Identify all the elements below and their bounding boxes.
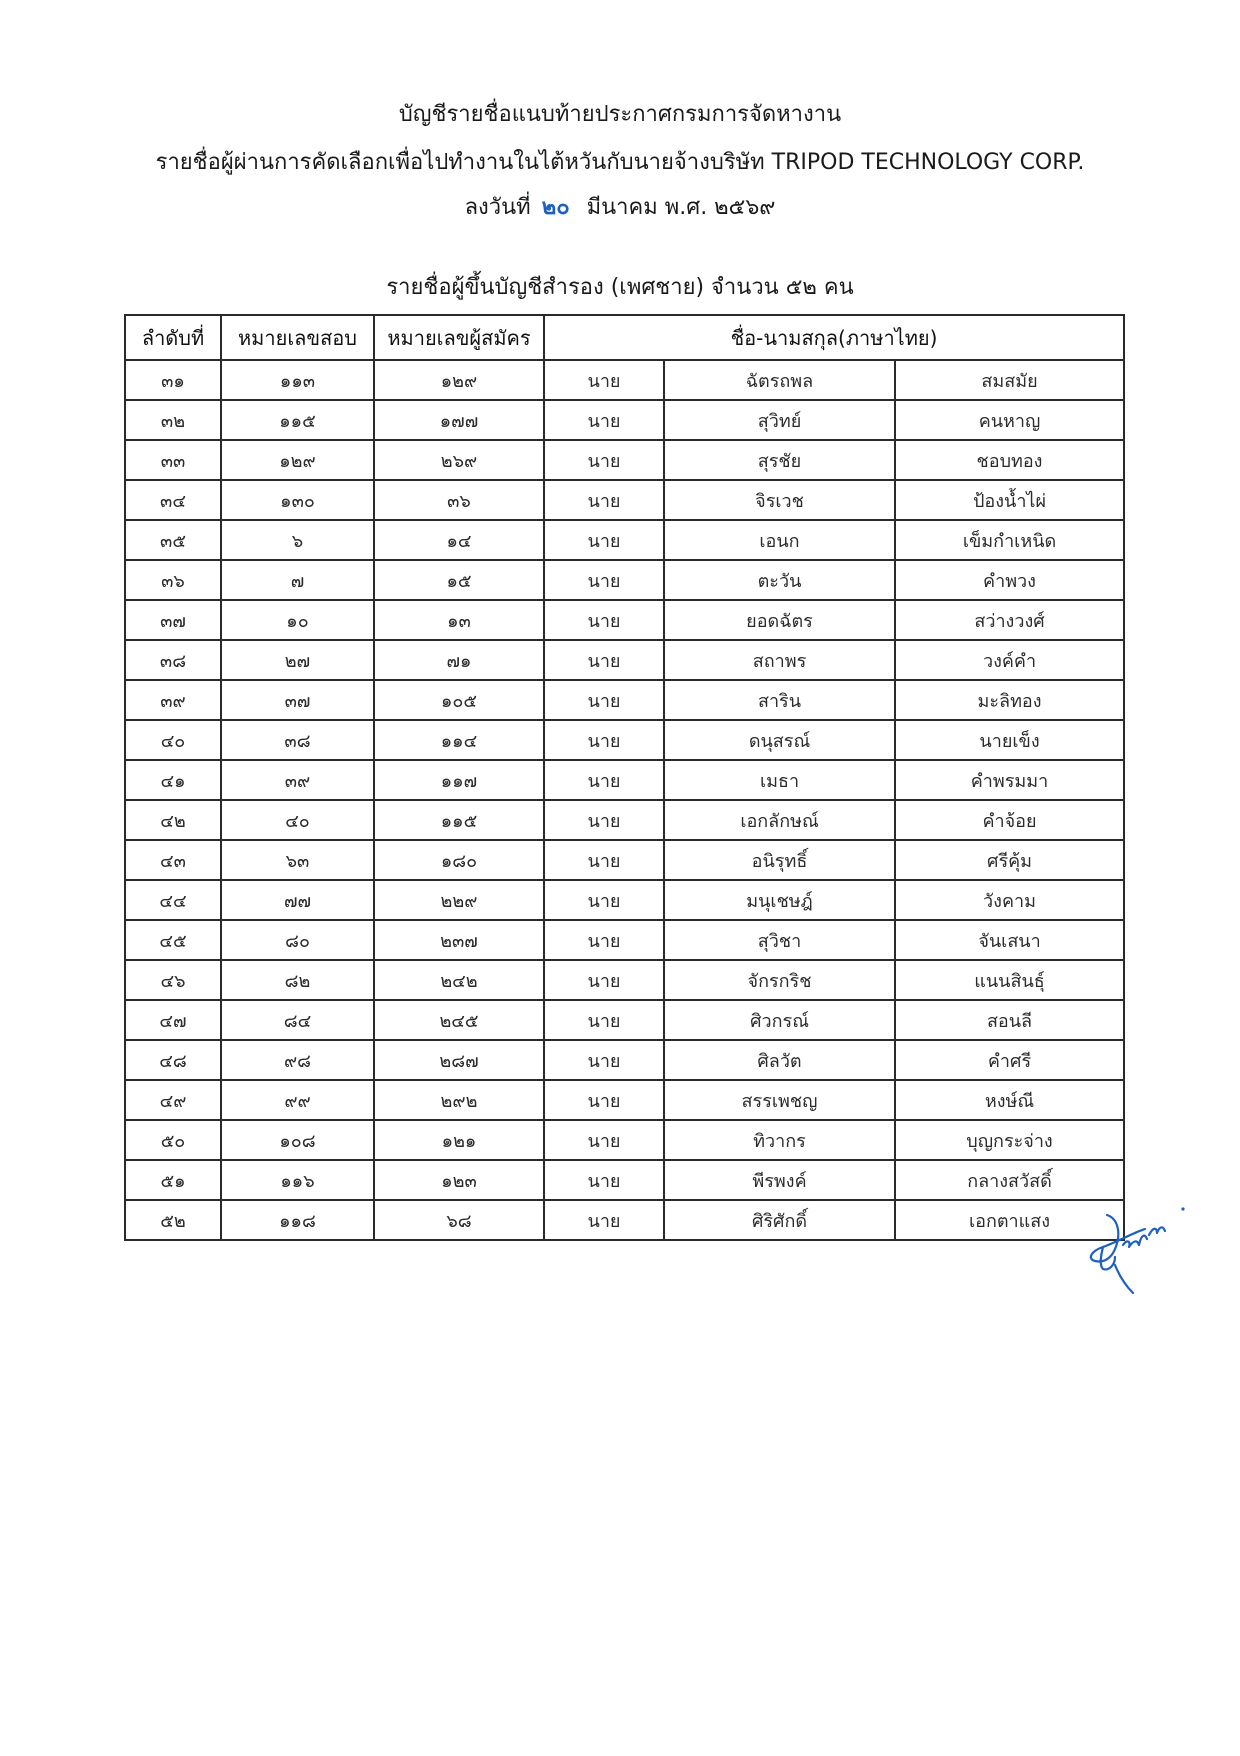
table-row — [125, 1200, 1124, 1240]
cell-applicant-no: ๒๔๒ — [374, 960, 544, 1000]
cell-order: ๔๐ — [125, 720, 221, 760]
table-row — [125, 440, 1124, 480]
cell-prefix: นาย — [544, 600, 664, 640]
table-row — [125, 1080, 1124, 1120]
cell-exam-no: ๑๑๖ — [221, 1160, 374, 1200]
cell-last-name: สอนลี — [895, 1000, 1124, 1040]
cell-prefix: นาย — [544, 800, 664, 840]
cell-first-name: สุวิทย์ — [664, 400, 895, 440]
cell-order: ๔๙ — [125, 1080, 221, 1120]
cell-first-name: ศิริศักดิ์ — [664, 1200, 895, 1240]
cell-prefix: นาย — [544, 760, 664, 800]
table-row — [125, 1160, 1124, 1200]
date-prefix: ลงวันที่ — [464, 195, 531, 220]
cell-exam-no: ๑๒๙ — [221, 440, 374, 480]
cell-last-name: ศรีคุ้ม — [895, 840, 1124, 880]
cell-prefix: นาย — [544, 520, 664, 560]
table-row — [125, 680, 1124, 720]
table-row — [125, 840, 1124, 880]
cell-last-name: ชอบทอง — [895, 440, 1124, 480]
cell-exam-no: ๗๗ — [221, 880, 374, 920]
cell-prefix: นาย — [544, 640, 664, 680]
cell-order: ๔๘ — [125, 1040, 221, 1080]
cell-order: ๕๐ — [125, 1120, 221, 1160]
cell-applicant-no: ๑๑๔ — [374, 720, 544, 760]
cell-prefix: นาย — [544, 720, 664, 760]
cell-last-name: บุญกระจ่าง — [895, 1120, 1124, 1160]
cell-exam-no: ๗ — [221, 560, 374, 600]
cell-order: ๔๓ — [125, 840, 221, 880]
cell-exam-no: ๔๐ — [221, 800, 374, 840]
table-row — [125, 560, 1124, 600]
document-subtitle-company: รายชื่อผู้ผ่านการคัดเลือกเพื่อไปทำงานในไต้หวันกับนายจ้างบริษัท TRIPOD TECHNOLOGY CORP. — [155, 150, 1085, 175]
cell-first-name: ดนุสรณ์ — [664, 720, 895, 760]
table-row — [125, 720, 1124, 760]
cell-last-name: สว่างวงศ์ — [895, 600, 1124, 640]
cell-last-name: นายเข็ง — [895, 720, 1124, 760]
cell-exam-no: ๑๑๓ — [221, 360, 374, 400]
table-row — [125, 760, 1124, 800]
cell-order: ๓๔ — [125, 480, 221, 520]
cell-applicant-no: ๑๑๕ — [374, 800, 544, 840]
cell-order: ๔๒ — [125, 800, 221, 840]
cell-applicant-no: ๒๒๙ — [374, 880, 544, 920]
document-title: บัญชีรายชื่อแนบท้ายประกาศกรมการจัดหางาน — [398, 102, 842, 127]
cell-exam-no: ๓๘ — [221, 720, 374, 760]
cell-prefix: นาย — [544, 680, 664, 720]
cell-last-name: มะลิทอง — [895, 680, 1124, 720]
cell-applicant-no: ๑๒๑ — [374, 1120, 544, 1160]
table-row — [125, 960, 1124, 1000]
header-exam-no: หมายเลขสอบ — [221, 315, 374, 360]
header-name: ชื่อ-นามสกุล(ภาษาไทย) — [544, 315, 1124, 360]
cell-order: ๓๘ — [125, 640, 221, 680]
cell-last-name: จันเสนา — [895, 920, 1124, 960]
cell-prefix: นาย — [544, 920, 664, 960]
cell-order: ๓๓ — [125, 440, 221, 480]
cell-applicant-no: ๒๔๕ — [374, 1000, 544, 1040]
cell-last-name: คนหาญ — [895, 400, 1124, 440]
cell-first-name: สุรชัย — [664, 440, 895, 480]
cell-last-name: ป้องน้ำไผ่ — [895, 480, 1124, 520]
cell-order: ๕๒ — [125, 1200, 221, 1240]
cell-prefix: นาย — [544, 1080, 664, 1120]
date-day-handwritten: ๒๐ — [541, 195, 570, 220]
cell-order: ๓๑ — [125, 360, 221, 400]
cell-exam-no: ๑๐๘ — [221, 1120, 374, 1160]
cell-prefix: นาย — [544, 1160, 664, 1200]
header-order: ลำดับที่ — [125, 315, 221, 360]
header-applicant-no: หมายเลขผู้สมัคร — [374, 315, 544, 360]
cell-applicant-no: ๓๖ — [374, 480, 544, 520]
table-row — [125, 920, 1124, 960]
cell-prefix: นาย — [544, 960, 664, 1000]
cell-last-name: วงค์คำ — [895, 640, 1124, 680]
cell-first-name: จิรเวช — [664, 480, 895, 520]
cell-order: ๓๒ — [125, 400, 221, 440]
table-header-row — [125, 315, 1124, 360]
cell-last-name: คำพวง — [895, 560, 1124, 600]
cell-applicant-no: ๑๔ — [374, 520, 544, 560]
cell-applicant-no: ๗๑ — [374, 640, 544, 680]
cell-prefix: นาย — [544, 480, 664, 520]
cell-applicant-no: ๒๓๗ — [374, 920, 544, 960]
cell-applicant-no: ๑๓ — [374, 600, 544, 640]
cell-first-name: มนุเชษฎ์ — [664, 880, 895, 920]
cell-exam-no: ๖ — [221, 520, 374, 560]
cell-exam-no: ๘๔ — [221, 1000, 374, 1040]
cell-first-name: เมธา — [664, 760, 895, 800]
cell-last-name: คำพรมมา — [895, 760, 1124, 800]
cell-first-name: ฉัตรถพล — [664, 360, 895, 400]
cell-last-name: สมสมัย — [895, 360, 1124, 400]
signature — [1085, 1205, 1185, 1295]
cell-applicant-no: ๑๒๓ — [374, 1160, 544, 1200]
cell-first-name: อนิรุทธิ์ — [664, 840, 895, 880]
table-row — [125, 360, 1124, 400]
table-row — [125, 600, 1124, 640]
cell-prefix: นาย — [544, 1000, 664, 1040]
cell-applicant-no: ๖๘ — [374, 1200, 544, 1240]
cell-order: ๔๗ — [125, 1000, 221, 1040]
cell-first-name: ศิลวัต — [664, 1040, 895, 1080]
cell-last-name: หงษ์ณี — [895, 1080, 1124, 1120]
cell-exam-no: ๑๓๐ — [221, 480, 374, 520]
table-row — [125, 1120, 1124, 1160]
cell-prefix: นาย — [544, 400, 664, 440]
cell-applicant-no: ๑๕ — [374, 560, 544, 600]
cell-exam-no: ๑๑๘ — [221, 1200, 374, 1240]
table-row — [125, 520, 1124, 560]
cell-exam-no: ๘๒ — [221, 960, 374, 1000]
cell-order: ๔๖ — [125, 960, 221, 1000]
cell-prefix: นาย — [544, 1200, 664, 1240]
cell-first-name: จักรกริช — [664, 960, 895, 1000]
table-row — [125, 800, 1124, 840]
cell-applicant-no: ๑๐๕ — [374, 680, 544, 720]
cell-applicant-no: ๒๙๒ — [374, 1080, 544, 1120]
cell-exam-no: ๙๙ — [221, 1080, 374, 1120]
cell-exam-no: ๑๐ — [221, 600, 374, 640]
cell-applicant-no: ๑๘๐ — [374, 840, 544, 880]
cell-prefix: นาย — [544, 880, 664, 920]
cell-exam-no: ๙๘ — [221, 1040, 374, 1080]
cell-first-name: เอนก — [664, 520, 895, 560]
cell-exam-no: ๓๗ — [221, 680, 374, 720]
cell-last-name: แนนสินธุ์ — [895, 960, 1124, 1000]
cell-first-name: ศิวกรณ์ — [664, 1000, 895, 1040]
cell-order: ๓๖ — [125, 560, 221, 600]
document-date — [0, 193, 1240, 223]
cell-order: ๓๙ — [125, 680, 221, 720]
cell-order: ๓๕ — [125, 520, 221, 560]
table-row — [125, 880, 1124, 920]
cell-exam-no: ๘๐ — [221, 920, 374, 960]
list-heading: รายชื่อผู้ขึ้นบัญชีสำรอง (เพศชาย) จำนวน ๕๒ คน — [386, 275, 854, 300]
cell-exam-no: ๑๑๕ — [221, 400, 374, 440]
cell-first-name: สรรเพชญ — [664, 1080, 895, 1120]
cell-applicant-no: ๒๘๗ — [374, 1040, 544, 1080]
table-row — [125, 1000, 1124, 1040]
cell-applicant-no: ๑๑๗ — [374, 760, 544, 800]
cell-first-name: ทิวากร — [664, 1120, 895, 1160]
cell-first-name: ตะวัน — [664, 560, 895, 600]
cell-applicant-no: ๒๖๙ — [374, 440, 544, 480]
reserve-list-table — [124, 314, 1125, 1241]
cell-last-name: กลางสวัสดิ์ — [895, 1160, 1124, 1200]
cell-first-name: สถาพร — [664, 640, 895, 680]
cell-applicant-no: ๑๒๙ — [374, 360, 544, 400]
cell-prefix: นาย — [544, 560, 664, 600]
cell-exam-no: ๒๗ — [221, 640, 374, 680]
cell-first-name: ยอดฉัตร — [664, 600, 895, 640]
cell-order: ๓๗ — [125, 600, 221, 640]
cell-first-name: สาริน — [664, 680, 895, 720]
table-row — [125, 640, 1124, 680]
cell-order: ๕๑ — [125, 1160, 221, 1200]
cell-prefix: นาย — [544, 840, 664, 880]
cell-prefix: นาย — [544, 1120, 664, 1160]
cell-last-name: เอกตาแสง — [895, 1200, 1124, 1240]
cell-order: ๔๔ — [125, 880, 221, 920]
cell-order: ๔๕ — [125, 920, 221, 960]
cell-prefix: นาย — [544, 440, 664, 480]
cell-first-name: พีรพงค์ — [664, 1160, 895, 1200]
cell-last-name: วังคาม — [895, 880, 1124, 920]
cell-exam-no: ๖๓ — [221, 840, 374, 880]
cell-order: ๔๑ — [125, 760, 221, 800]
table-row — [125, 480, 1124, 520]
table-row — [125, 1040, 1124, 1080]
cell-last-name: คำศรี — [895, 1040, 1124, 1080]
cell-last-name: เข็มกำเหนิด — [895, 520, 1124, 560]
cell-prefix: นาย — [544, 1040, 664, 1080]
cell-first-name: สุวิชา — [664, 920, 895, 960]
date-rest: มีนาคม พ.ศ. ๒๕๖๙ — [586, 195, 776, 220]
cell-last-name: คำจ้อย — [895, 800, 1124, 840]
cell-prefix: นาย — [544, 360, 664, 400]
table-row — [125, 400, 1124, 440]
cell-applicant-no: ๑๗๗ — [374, 400, 544, 440]
cell-exam-no: ๓๙ — [221, 760, 374, 800]
cell-first-name: เอกลักษณ์ — [664, 800, 895, 840]
